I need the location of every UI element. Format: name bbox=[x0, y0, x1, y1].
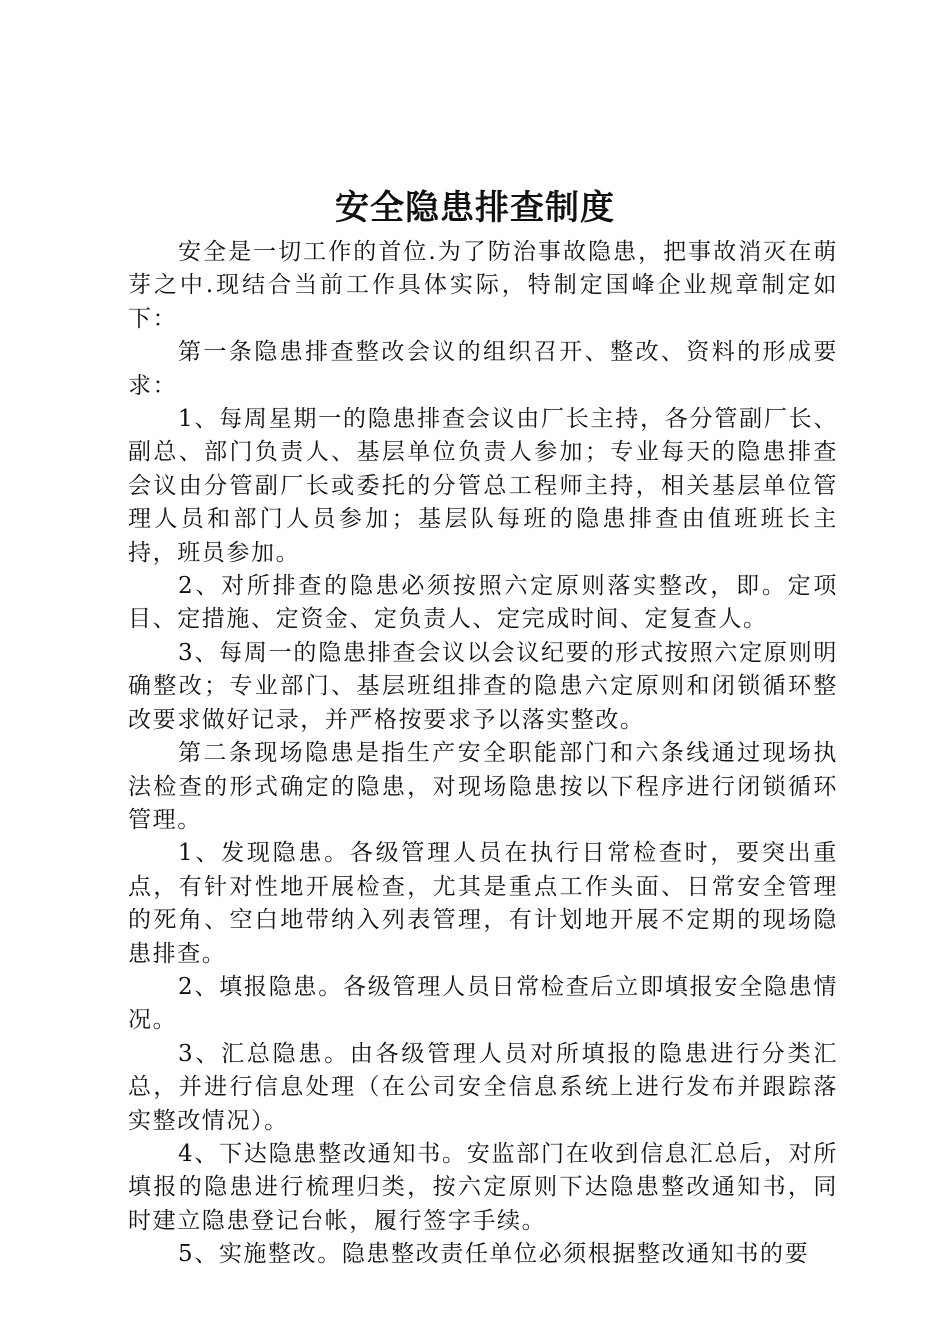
paragraph-article-1-item-3: 3、每周一的隐患排查会议以会议纪要的形式按照六定原则明确整改；专业部门、基层班组排查的隐患六定原则和闭锁循环整改要求做好记录，并严格按要求予以落实整改。 bbox=[128, 639, 838, 733]
paragraph-article-2-item-2: 2、填报隐患。各级管理人员日常检查后立即填报安全隐患情况。 bbox=[128, 973, 838, 1034]
paragraph-article-2-item-5: 5、实施整改。隐患整改责任单位必须根据整改通知书的要 bbox=[178, 1241, 810, 1268]
paragraph-article-2-item-1: 1、发现隐患。各级管理人员在执行日常检查时，要突出重点，有针对性地开展检查，尤其是重点工作头面、日常安全管理的死角、空白地带纳入列表管理，有计划地开展不定期的现场隐患排查。 bbox=[128, 840, 838, 967]
paragraph-article-1-heading: 第一条隐患排查整改会议的组织召开、整改、资料的形成要求： bbox=[128, 339, 838, 399]
paragraph-article-1-item-1: 1、每周星期一的隐患排查会议由厂长主持，各分管副厂长、副总、部门负责人、基层单位负责人参加；专业每天的隐患排查会议由分管副厂长或委托的分管总工程师主持，相关基层单位管理人员和部门人员参加；基层队每班的隐患排查由值班班长主持，班员参加。 bbox=[128, 406, 838, 566]
document-title: 安全隐患排查制度 bbox=[335, 188, 615, 228]
paragraph-article-2-heading: 第二条现场隐患是指生产安全职能部门和六条线通过现场执法检查的形式确定的隐患，对现场隐患按以下程序进行闭锁循环管理。 bbox=[128, 740, 838, 833]
document-body bbox=[128, 236, 838, 1272]
paragraph-article-2-item-4: 4、下达隐患整改通知书。安监部门在收到信息汇总后，对所填报的隐患进行梳理归类，按六定原则下达隐患整改通知书，同时建立隐患登记台帐，履行签字手续。 bbox=[128, 1140, 838, 1234]
paragraph-intro: 安全是一切工作的首位.为了防治事故隐患，把事故消灭在萌芽之中.现结合当前工作具体实际，特制定国峰企业规章制定如下： bbox=[128, 239, 838, 332]
paragraph-article-2-item-3: 3、汇总隐患。由各级管理人员对所填报的隐患进行分类汇总，并进行信息处理（在公司安全信息系统上进行发布并跟踪落实整改情况）。 bbox=[128, 1040, 838, 1134]
paragraph-article-1-item-2: 2、对所排查的隐患必须按照六定原则落实整改，即。定项目、定措施、定资金、定负责人、定完成时间、定复查人。 bbox=[128, 573, 838, 633]
